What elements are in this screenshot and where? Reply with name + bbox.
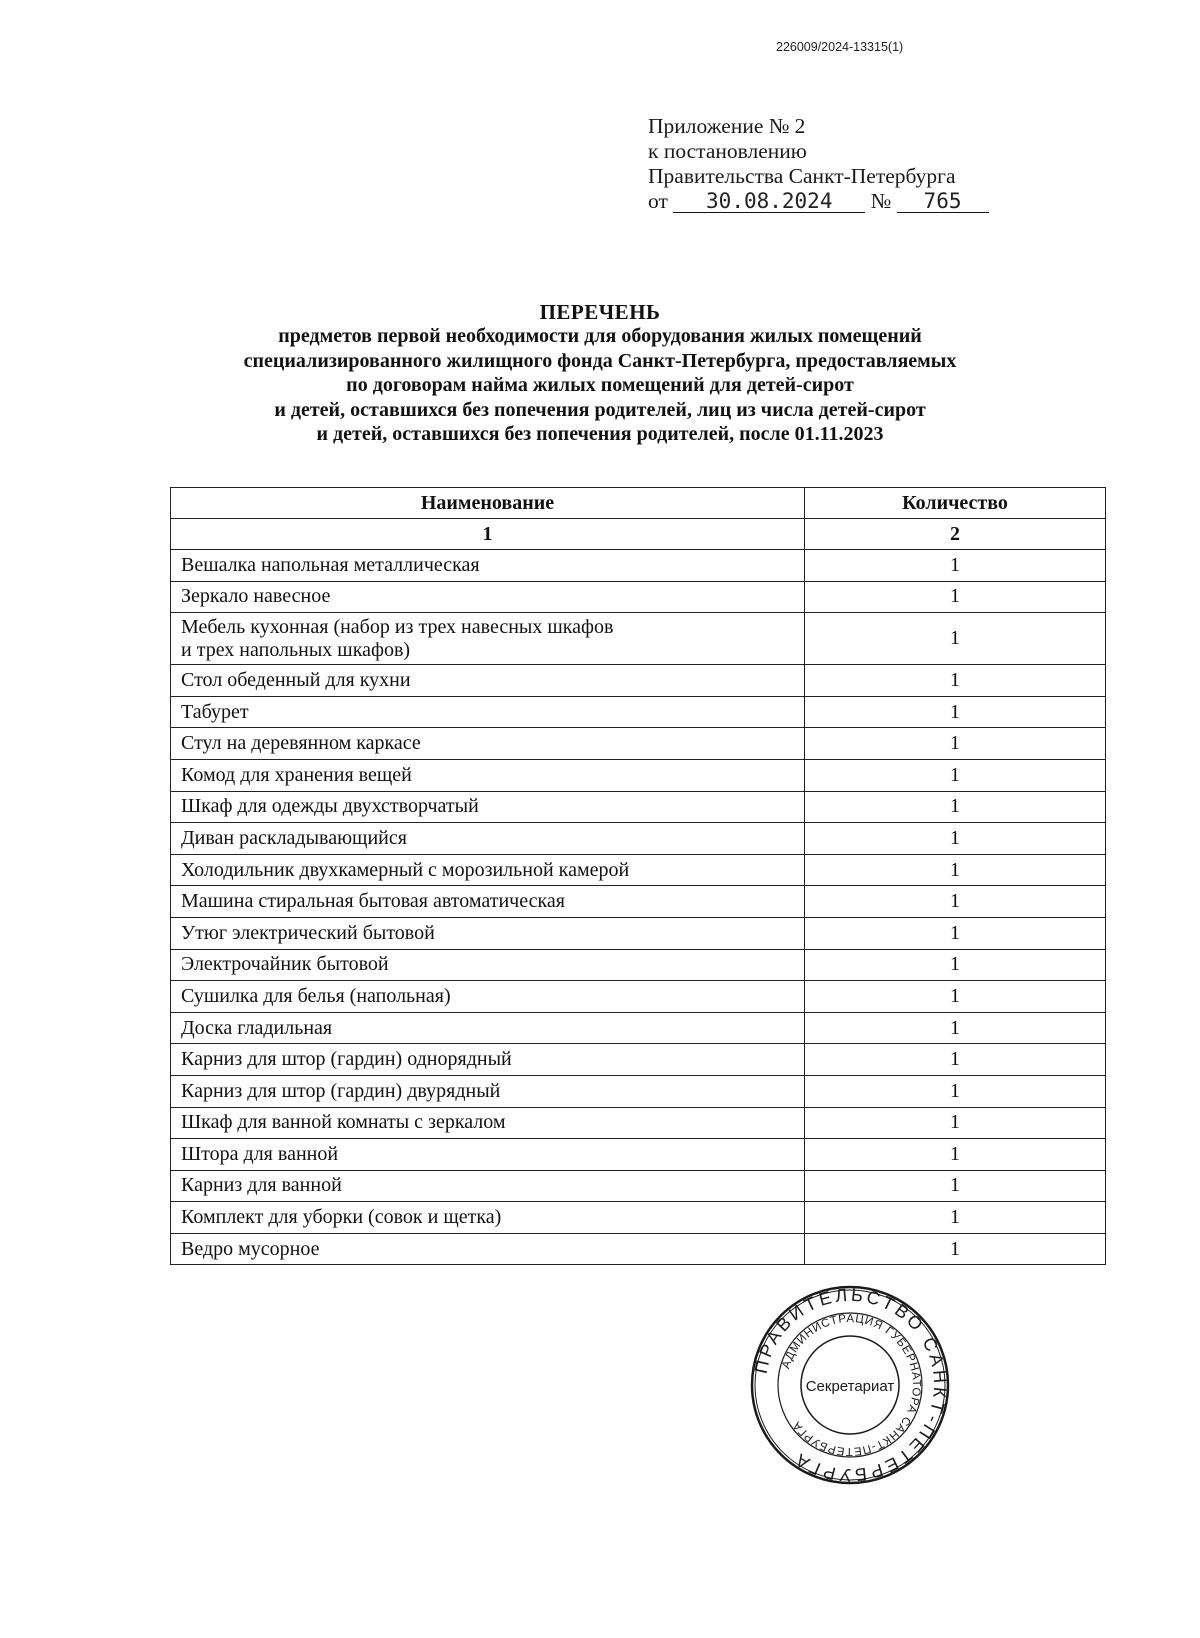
title-line-3: по договорам найма жилых помещений для детей-сирот <box>346 374 854 396</box>
item-name: Холодильник двухкамерный с морозильной камерой <box>171 854 805 886</box>
item-quantity: 1 <box>805 981 1106 1013</box>
item-quantity: 1 <box>805 1139 1106 1171</box>
appendix-date-line <box>648 189 989 214</box>
stamp-outer-text: ПРАВИТЕЛЬСТВО САНКТ-ПЕТЕРБУРГА <box>750 1285 950 1485</box>
table-row <box>171 949 1106 981</box>
table-row <box>171 886 1106 918</box>
table-row <box>171 854 1106 886</box>
item-name: Вешалка напольная металлическая <box>171 550 805 582</box>
column-number-1: 1 <box>171 519 805 550</box>
stamp-inner-text: АДМИНИСТРАЦИЯ ГУБЕРНАТОРА САНКТ-ПЕТЕРБУРГА <box>780 1312 923 1458</box>
item-name: Утюг электрический бытовой <box>171 917 805 949</box>
title-line-2: специализированного жилищного фонда Санкт-Петербурга, предоставляемых <box>243 349 957 372</box>
item-name: Шкаф для ванной комнаты с зеркалом <box>171 1107 805 1139</box>
item-name: Стул на деревянном каркасе <box>171 728 805 760</box>
table-row <box>171 981 1106 1013</box>
item-quantity: 1 <box>805 791 1106 823</box>
item-name: Табурет <box>171 696 805 728</box>
table-row <box>171 550 1106 582</box>
item-name: Ведро мусорное <box>171 1233 805 1265</box>
title-line-5: и детей, оставшихся без попечения родителей, после 01.11.2023 <box>316 423 884 445</box>
table-row <box>171 1170 1106 1202</box>
item-name: Машина стиральная бытовая автоматическая <box>171 886 805 918</box>
title-line-1: предметов первой необходимости для оборудования жилых помещений <box>278 325 922 347</box>
items-table <box>170 487 1106 1265</box>
item-quantity: 1 <box>805 1233 1106 1265</box>
table-row <box>171 728 1106 760</box>
appendix-line-2: к постановлению <box>648 139 807 163</box>
item-quantity: 1 <box>805 613 1106 665</box>
table-row <box>171 917 1106 949</box>
item-name: Карниз для штор (гардин) однорядный <box>171 1044 805 1076</box>
item-name: Доска гладильная <box>171 1012 805 1044</box>
decree-date: 30.08.2024 <box>673 190 865 213</box>
table-row <box>171 696 1106 728</box>
header-name: Наименование <box>171 488 805 519</box>
stamp-center-text: Секретариат <box>805 1378 895 1395</box>
item-quantity: 1 <box>805 550 1106 582</box>
item-quantity: 1 <box>805 854 1106 886</box>
title-line-4: и детей, оставшихся без попечения родителей, лиц из числа детей-сирот <box>274 398 926 421</box>
item-quantity: 1 <box>805 759 1106 791</box>
item-quantity: 1 <box>805 1107 1106 1139</box>
header-quantity: Количество <box>805 488 1106 519</box>
document-registration-number: 226009/2024-13315(1) <box>776 40 904 54</box>
table-row <box>171 823 1106 855</box>
table-row <box>171 1107 1106 1139</box>
item-quantity: 1 <box>805 728 1106 760</box>
document-title <box>130 300 1070 447</box>
appendix-block <box>648 114 989 214</box>
secretariat-stamp <box>750 1285 950 1485</box>
item-name: Стол обеденный для кухни <box>171 665 805 697</box>
item-name: Комод для хранения вещей <box>171 759 805 791</box>
number-prefix: № <box>870 189 892 213</box>
item-name-line-1: Мебель кухонная (набор из трех навесных шкафов <box>181 615 614 638</box>
item-quantity: 1 <box>805 917 1106 949</box>
item-quantity: 1 <box>805 949 1106 981</box>
item-quantity: 1 <box>805 1170 1106 1202</box>
appendix-line-3: Правительства Санкт-Петербурга <box>648 164 956 188</box>
item-name: Карниз для ванной <box>171 1170 805 1202</box>
item-name: Зеркало навесное <box>171 581 805 613</box>
table-row <box>171 791 1106 823</box>
item-name: Штора для ванной <box>171 1139 805 1171</box>
table-row <box>171 1075 1106 1107</box>
table-row <box>171 665 1106 697</box>
item-name: Шкаф для одежды двухстворчатый <box>171 791 805 823</box>
column-number-2: 2 <box>805 519 1106 550</box>
table-header-row <box>171 488 1106 519</box>
table-row <box>171 581 1106 613</box>
item-name <box>171 613 805 665</box>
item-name: Карниз для штор (гардин) двурядный <box>171 1075 805 1107</box>
decree-number: 765 <box>897 190 989 213</box>
table-row <box>171 613 1106 665</box>
item-quantity: 1 <box>805 1075 1106 1107</box>
table-row <box>171 759 1106 791</box>
item-name-line-2: и трех напольных шкафов) <box>181 638 411 661</box>
item-quantity: 1 <box>805 1012 1106 1044</box>
table-row <box>171 1233 1106 1265</box>
table-row <box>171 1202 1106 1234</box>
item-quantity: 1 <box>805 696 1106 728</box>
column-numbers-row <box>171 519 1106 550</box>
title-main: ПЕРЕЧЕНЬ <box>539 300 661 324</box>
date-prefix: от <box>648 189 668 213</box>
item-quantity: 1 <box>805 581 1106 613</box>
item-name: Сушилка для белья (напольная) <box>171 981 805 1013</box>
item-name: Электрочайник бытовой <box>171 949 805 981</box>
appendix-line-1: Приложение № 2 <box>648 114 806 138</box>
item-quantity: 1 <box>805 823 1106 855</box>
table-row <box>171 1012 1106 1044</box>
item-quantity: 1 <box>805 665 1106 697</box>
table-row <box>171 1044 1106 1076</box>
item-name: Диван раскладывающийся <box>171 823 805 855</box>
table-row <box>171 1139 1106 1171</box>
item-quantity: 1 <box>805 1202 1106 1234</box>
item-name: Комплект для уборки (совок и щетка) <box>171 1202 805 1234</box>
item-quantity: 1 <box>805 886 1106 918</box>
item-quantity: 1 <box>805 1044 1106 1076</box>
